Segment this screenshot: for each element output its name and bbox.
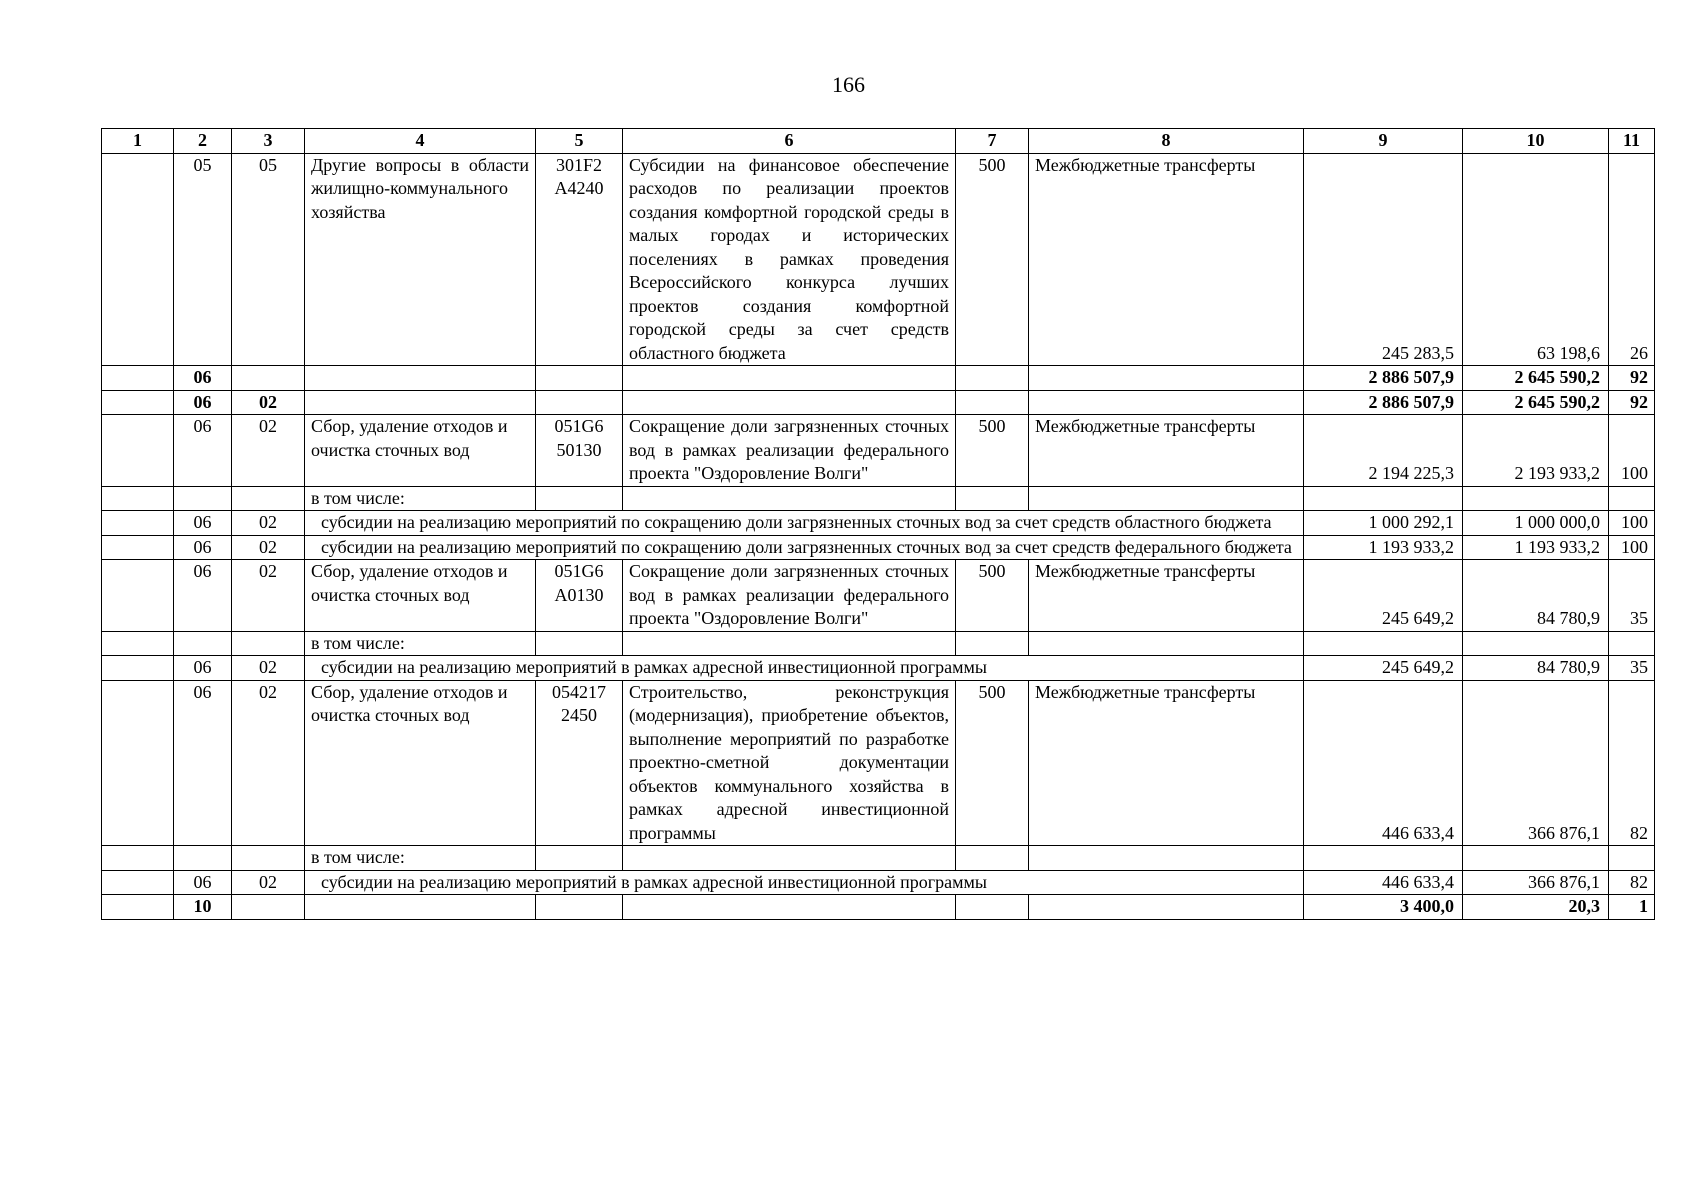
table-row-including (102, 846, 1655, 871)
cell-actual: 1 193 933,2 (1463, 535, 1609, 560)
cell-subsection-name: Сбор, удаление отходов и очистка сточных вод (305, 560, 536, 632)
cell-subsection-name (305, 895, 536, 920)
table-row-including (102, 631, 1655, 656)
cell-subsection: 02 (232, 680, 305, 846)
cell-expense-type: 500 (956, 560, 1029, 632)
column-header: 3 (232, 129, 305, 154)
cell-plan: 2 886 507,9 (1304, 366, 1463, 391)
cell-section: 06 (174, 680, 232, 846)
cell-percent: 26 (1609, 153, 1655, 366)
cell-actual: 84 780,9 (1463, 656, 1609, 681)
cell-subsection (232, 895, 305, 920)
cell-subsection-name: Сбор, удаление отходов и очистка сточных вод (305, 415, 536, 487)
cell-percent: 92 (1609, 366, 1655, 391)
cell-percent: 100 (1609, 415, 1655, 487)
cell-plan: 1 193 933,2 (1304, 535, 1463, 560)
cell-section: 06 (174, 390, 232, 415)
cell-expense-type (956, 366, 1029, 391)
cell-article-name (623, 846, 956, 871)
column-header: 4 (305, 129, 536, 154)
cell-target-article: 051G6 A0130 (536, 560, 623, 632)
cell-expense-type-name: Межбюджетные трансферты (1029, 415, 1304, 487)
table-row (102, 153, 1655, 366)
cell-article-name (623, 366, 956, 391)
column-header: 7 (956, 129, 1029, 154)
cell-percent: 82 (1609, 680, 1655, 846)
table-row-including (102, 486, 1655, 511)
cell-subsection-name (305, 390, 536, 415)
cell-plan: 446 633,4 (1304, 680, 1463, 846)
budget-table (101, 128, 1655, 920)
cell-section: 06 (174, 366, 232, 391)
cell-subsection (232, 631, 305, 656)
cell-actual: 2 645 590,2 (1463, 390, 1609, 415)
cell-section: 06 (174, 535, 232, 560)
cell-section: 10 (174, 895, 232, 920)
cell-including-label: в том числе: (305, 486, 536, 511)
cell-subsection-name: Другие вопросы в области жилищно-коммунального хозяйства (305, 153, 536, 366)
cell-plan: 2 194 225,3 (1304, 415, 1463, 487)
cell-percent: 35 (1609, 656, 1655, 681)
table-row (102, 680, 1655, 846)
column-header: 6 (623, 129, 956, 154)
cell-plan: 1 000 292,1 (1304, 511, 1463, 536)
cell-actual (1463, 486, 1609, 511)
cell-subsection: 02 (232, 535, 305, 560)
table-header-row (102, 129, 1655, 154)
cell-col1 (102, 656, 174, 681)
table-row-total (102, 390, 1655, 415)
cell-col1 (102, 415, 174, 487)
cell-subsection: 02 (232, 870, 305, 895)
table-row-subsidy (102, 656, 1655, 681)
cell-section: 06 (174, 870, 232, 895)
cell-article-name (623, 631, 956, 656)
cell-actual: 2 193 933,2 (1463, 415, 1609, 487)
table-row-subsidy (102, 870, 1655, 895)
cell-section: 06 (174, 656, 232, 681)
column-header: 11 (1609, 129, 1655, 154)
cell-col1 (102, 390, 174, 415)
cell-col1 (102, 486, 174, 511)
cell-actual (1463, 846, 1609, 871)
cell-article-name (623, 390, 956, 415)
cell-expense-type-name (1029, 486, 1304, 511)
column-header: 10 (1463, 129, 1609, 154)
cell-section: 06 (174, 511, 232, 536)
cell-percent: 82 (1609, 870, 1655, 895)
cell-subsection: 02 (232, 560, 305, 632)
cell-expense-type (956, 486, 1029, 511)
cell-expense-type: 500 (956, 153, 1029, 366)
cell-percent: 92 (1609, 390, 1655, 415)
cell-article-name: Сокращение доли загрязненных сточных вод в рамках реализации федерального проекта "Оздоровление Волги" (623, 560, 956, 632)
cell-including-label: в том числе: (305, 846, 536, 871)
column-header: 5 (536, 129, 623, 154)
cell-plan (1304, 631, 1463, 656)
cell-expense-type (956, 895, 1029, 920)
cell-subsidy-text: субсидии на реализацию мероприятий по сокращению доли загрязненных сточных вод за счет средств областного бюджета (305, 511, 1304, 536)
cell-target-article: 301F2 A4240 (536, 153, 623, 366)
cell-subsection-name (305, 366, 536, 391)
page-number: 166 (832, 72, 865, 97)
cell-expense-type-name (1029, 366, 1304, 391)
cell-expense-type: 500 (956, 680, 1029, 846)
cell-col1 (102, 870, 174, 895)
cell-percent (1609, 486, 1655, 511)
cell-percent (1609, 631, 1655, 656)
cell-subsection: 02 (232, 390, 305, 415)
cell-col1 (102, 366, 174, 391)
cell-plan (1304, 486, 1463, 511)
cell-section (174, 846, 232, 871)
cell-percent: 100 (1609, 511, 1655, 536)
cell-plan: 3 400,0 (1304, 895, 1463, 920)
table-row (102, 560, 1655, 632)
cell-article-name: Строительство, реконструкция (модернизация), приобретение объектов, выполнение мероприятий по разработке проектно-сметной документации объектов коммунального хозяйства в рамках адресной инвестиционной программы (623, 680, 956, 846)
cell-target-article (536, 895, 623, 920)
cell-plan: 245 649,2 (1304, 560, 1463, 632)
cell-plan: 2 886 507,9 (1304, 390, 1463, 415)
cell-actual: 1 000 000,0 (1463, 511, 1609, 536)
cell-percent: 100 (1609, 535, 1655, 560)
cell-expense-type: 500 (956, 415, 1029, 487)
cell-col1 (102, 631, 174, 656)
cell-col1 (102, 535, 174, 560)
cell-target-article (536, 486, 623, 511)
cell-col1 (102, 680, 174, 846)
cell-percent: 35 (1609, 560, 1655, 632)
cell-target-article (536, 366, 623, 391)
cell-subsection: 05 (232, 153, 305, 366)
cell-target-article (536, 846, 623, 871)
cell-article-name (623, 895, 956, 920)
cell-subsection: 02 (232, 656, 305, 681)
cell-actual: 366 876,1 (1463, 680, 1609, 846)
cell-article-name: Субсидии на финансовое обеспечение расходов по реализации проектов создания комфортной городской среды в малых городах и исторических поселениях в рамках проведения Всероссийского конкурса лучших проектов создания комфортной городской среды за счет средств областного бюджета (623, 153, 956, 366)
cell-subsidy-text: субсидии на реализацию мероприятий по сокращению доли загрязненных сточных вод за счет средств федерального бюджета (305, 535, 1304, 560)
cell-subsection (232, 366, 305, 391)
cell-subsection-name: Сбор, удаление отходов и очистка сточных вод (305, 680, 536, 846)
cell-target-article (536, 390, 623, 415)
cell-plan: 446 633,4 (1304, 870, 1463, 895)
cell-subsidy-text: субсидии на реализацию мероприятий в рамках адресной инвестиционной программы (305, 656, 1304, 681)
cell-subsection: 02 (232, 511, 305, 536)
cell-expense-type-name: Межбюджетные трансферты (1029, 680, 1304, 846)
cell-actual: 63 198,6 (1463, 153, 1609, 366)
cell-section: 06 (174, 560, 232, 632)
cell-section (174, 631, 232, 656)
column-header: 8 (1029, 129, 1304, 154)
cell-expense-type-name (1029, 895, 1304, 920)
cell-col1 (102, 511, 174, 536)
column-header: 1 (102, 129, 174, 154)
column-header: 9 (1304, 129, 1463, 154)
cell-target-article: 051G6 50130 (536, 415, 623, 487)
cell-percent: 1 (1609, 895, 1655, 920)
cell-section (174, 486, 232, 511)
cell-actual: 20,3 (1463, 895, 1609, 920)
cell-section: 05 (174, 153, 232, 366)
cell-expense-type-name (1029, 846, 1304, 871)
table-row-subsidy (102, 511, 1655, 536)
cell-section: 06 (174, 415, 232, 487)
cell-expense-type-name: Межбюджетные трансферты (1029, 560, 1304, 632)
table-row-subsidy (102, 535, 1655, 560)
cell-col1 (102, 153, 174, 366)
cell-plan (1304, 846, 1463, 871)
cell-expense-type (956, 390, 1029, 415)
table-row (102, 415, 1655, 487)
cell-plan: 245 283,5 (1304, 153, 1463, 366)
cell-target-article: 054217 2450 (536, 680, 623, 846)
table-row-total (102, 366, 1655, 391)
table-row-total (102, 895, 1655, 920)
cell-expense-type (956, 631, 1029, 656)
cell-plan: 245 649,2 (1304, 656, 1463, 681)
cell-percent (1609, 846, 1655, 871)
cell-subsection: 02 (232, 415, 305, 487)
cell-subsidy-text: субсидии на реализацию мероприятий в рамках адресной инвестиционной программы (305, 870, 1304, 895)
column-header: 2 (174, 129, 232, 154)
cell-article-name (623, 486, 956, 511)
cell-expense-type-name (1029, 390, 1304, 415)
cell-actual: 84 780,9 (1463, 560, 1609, 632)
cell-actual (1463, 631, 1609, 656)
cell-including-label: в том числе: (305, 631, 536, 656)
cell-expense-type-name (1029, 631, 1304, 656)
cell-subsection (232, 846, 305, 871)
cell-col1 (102, 560, 174, 632)
cell-actual: 2 645 590,2 (1463, 366, 1609, 391)
cell-expense-type (956, 846, 1029, 871)
cell-subsection (232, 486, 305, 511)
cell-actual: 366 876,1 (1463, 870, 1609, 895)
cell-article-name: Сокращение доли загрязненных сточных вод в рамках реализации федерального проекта "Оздоровление Волги" (623, 415, 956, 487)
cell-target-article (536, 631, 623, 656)
cell-expense-type-name: Межбюджетные трансферты (1029, 153, 1304, 366)
cell-col1 (102, 895, 174, 920)
cell-col1 (102, 846, 174, 871)
